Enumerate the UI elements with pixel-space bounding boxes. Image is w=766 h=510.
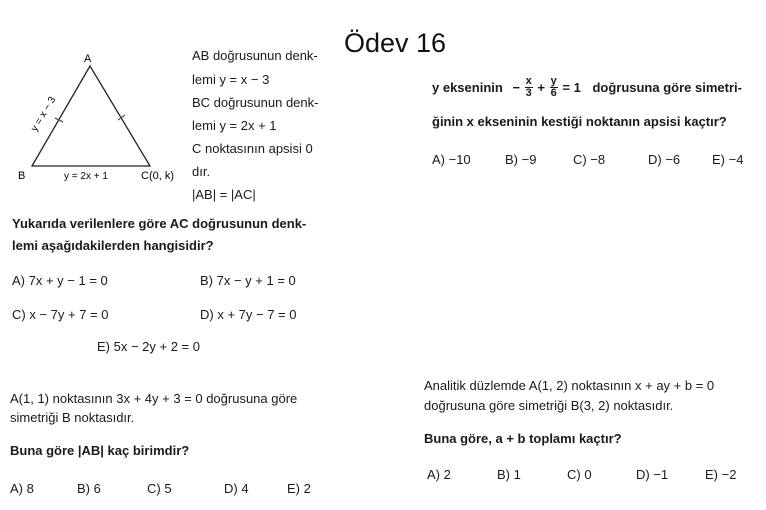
q4-text-line-2: doğrusuna göre simetriği B(3, 2) noktasıdır.: [424, 398, 674, 413]
q3-choice-c[interactable]: C) −8: [573, 152, 606, 167]
q1-choice-c[interactable]: C) x − 7y + 7 = 0: [12, 307, 109, 322]
q2-choice-c[interactable]: C) 5: [147, 481, 172, 496]
q4-choice-a[interactable]: A) 2: [427, 467, 451, 482]
q1-info-line-4: lemi y = 2x + 1: [192, 118, 277, 133]
triangle-shape: [32, 66, 150, 166]
q3-fraction-y-numerator: y: [550, 75, 557, 87]
q2-question: Buna göre |AB| kaç birimdir?: [10, 443, 190, 458]
q2-choice-e[interactable]: E) 2: [287, 481, 311, 496]
q1-question-line-1: Yukarıda verilenlere göre AC doğrusunun denk-: [12, 216, 307, 231]
q3-fraction-y: [550, 76, 558, 99]
q3-plus-sign: +: [537, 79, 545, 95]
q1-choice-e[interactable]: E) 5x − 2y + 2 = 0: [97, 339, 200, 354]
q3-statement-line-1: [432, 76, 742, 99]
q3-fraction-y-denominator: 6: [550, 87, 557, 99]
q3-statement-line-2: ğinin x ekseninin kestiği noktanın apsisi kaçtır?: [432, 114, 727, 129]
vertex-c-label: C(0, k): [141, 170, 174, 182]
q1-choice-d[interactable]: D) x + 7y − 7 = 0: [200, 307, 297, 322]
triangle-figure: [8, 48, 193, 188]
q1-question-line-2: lemi aşağıdakilerden hangisidir?: [12, 238, 214, 253]
q4-text-line-1: Analitik düzlemde A(1, 2) noktasının x + ay + b = 0: [424, 378, 715, 393]
page-title: Ödev 16: [344, 28, 447, 58]
q3-choice-e[interactable]: E) −4: [712, 152, 744, 167]
q3-minus-sign: −: [512, 79, 521, 95]
q3-fraction-x-denominator: 3: [525, 87, 532, 99]
q4-choice-b[interactable]: B) 1: [497, 467, 521, 482]
q3-suffix: doğrusuna göre simetri-: [592, 79, 742, 95]
q1-info-line-3: BC doğrusunun denk-: [192, 95, 319, 110]
q2-text-line-1: A(1, 1) noktasının 3x + 4y + 3 = 0 doğrusuna göre: [10, 391, 298, 406]
q1-info-line-6: dır.: [192, 164, 211, 179]
q1-info-line-2: lemi y = x − 3: [192, 72, 270, 87]
q2-choice-b[interactable]: B) 6: [77, 481, 101, 496]
q2-text-line-2: simetriği B noktasıdır.: [10, 410, 135, 425]
q2-choice-d[interactable]: D) 4: [224, 481, 249, 496]
q3-choice-d[interactable]: D) −6: [648, 152, 681, 167]
q4-choice-d[interactable]: D) −1: [636, 467, 669, 482]
q3-prefix: y ekseninin: [432, 79, 503, 95]
q4-choice-e[interactable]: E) −2: [705, 467, 737, 482]
vertex-b-label: B: [18, 170, 26, 182]
side-ab-label: y = x − 3: [29, 94, 59, 134]
q3-choice-a[interactable]: A) −10: [432, 152, 471, 167]
q1-choice-b[interactable]: B) 7x − y + 1 = 0: [200, 273, 296, 288]
q4-choice-c[interactable]: C) 0: [567, 467, 592, 482]
q4-question: Buna göre, a + b toplamı kaçtır?: [424, 431, 622, 446]
q3-fraction-x-numerator: x: [525, 75, 532, 87]
vertex-a-label: A: [84, 53, 92, 65]
q1-info-line-1: AB doğrusunun denk-: [192, 48, 318, 63]
q3-equals-one: = 1: [562, 79, 581, 95]
q1-info-line-7: |AB| = |AC|: [192, 187, 256, 202]
q3-fraction-x: [525, 76, 533, 99]
q1-choice-a[interactable]: A) 7x + y − 1 = 0: [12, 273, 108, 288]
q3-choice-b[interactable]: B) −9: [505, 152, 537, 167]
q2-choice-a[interactable]: A) 8: [10, 481, 34, 496]
q1-info-line-5: C noktasının apsisi 0: [192, 141, 313, 156]
side-bc-label: y = 2x + 1: [64, 171, 108, 182]
